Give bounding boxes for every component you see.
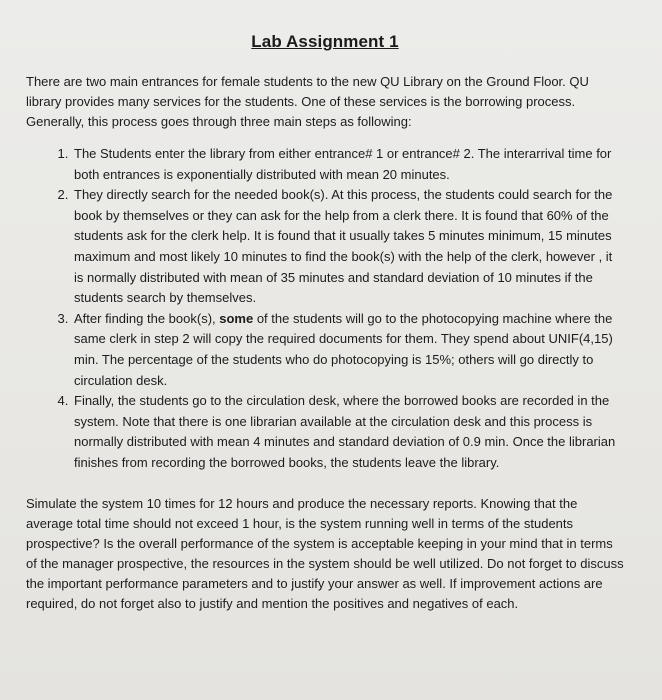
intro-paragraph: There are two main entrances for female students to the new QU Library on the Ground Floor. QU library provides many services for the students. One of these services is the borrowing process. Generally, this process goes through three main steps as following: (26, 74, 589, 129)
steps-list (26, 144, 624, 474)
conclusion-paragraph: Simulate the system 10 times for 12 hours and produce the necessary reports. Knowing that the average total time should not exceed 1 hour, is the system running well in terms of the students prospective? Is the overall performance of the system is acceptable keeping in your mind that in terms of the manager prospective, the resources in the system should be well utilized. Do not forget to discuss the important performance parameters and to justify your answer as well. If improvement actions are required, do not forget also to justify and mention the positives and negatives of each. (26, 495, 624, 611)
step-item-4: 4. Finally, the students go to the circulation desk, where the borrowed books are recorded in the system. Note that there is one librarian available at the circulation desk and this process is normally distributed with mean 4 minutes and standard deviation of 0.9 min. Once the librarian finishes from recording the borrowed books, the students leave the library. (72, 391, 624, 473)
step-3-text-start: After finding the book(s), (74, 310, 220, 326)
step-item-1: 1. The Students enter the library from either entrance# 1 or entrance# 2. The interarrival time for both entrances is exponentially distributed with mean 20 minutes. (72, 144, 624, 185)
document-title: Lab Assignment 1 (251, 32, 399, 51)
step-item-2: 2. They directly search for the needed book(s). At this process, the students could search for the book by themselves or they can ask for the help from a clerk there. It is found that 60% of the students ask for the clerk help. It is found that it usually takes 5 minutes minimum, 15 minutes maximum and most likely 10 minutes to find the book(s) with the help of the clerk, however , it is normally distributed with mean of 35 minutes and standard deviation of 10 minutes if the students search by themselves. (72, 185, 624, 309)
step-item-3 (72, 309, 624, 391)
step-3-text-end: of the students will go to the photocopying machine where the same clerk in step 2 will copy the required documents for them. They spend about UNIF(4,15) min. The percentage of the students who do photocopying is 15%; others will go directly to circulation desk. (74, 310, 613, 388)
step-3-emphasis: some (219, 310, 254, 326)
